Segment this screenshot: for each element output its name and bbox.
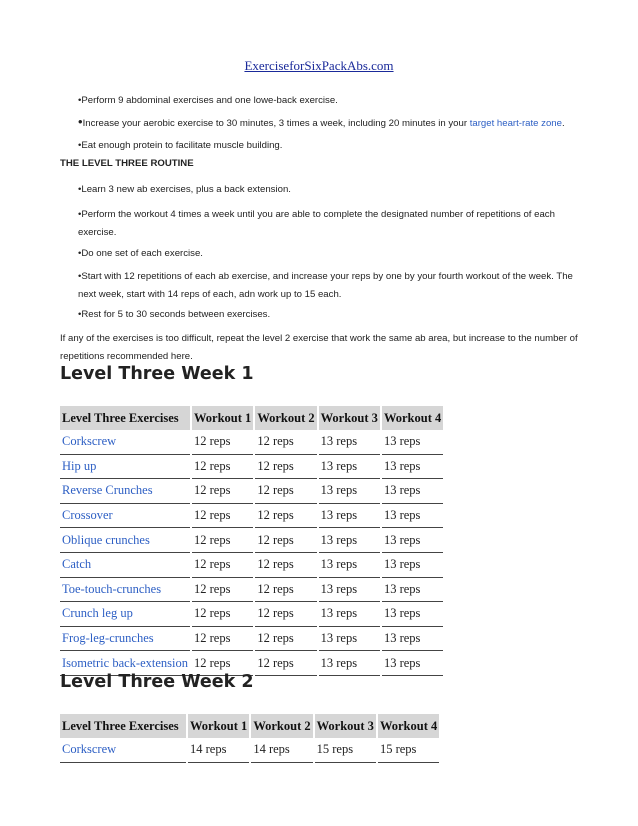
intro-bullet-2-end: . — [561, 118, 565, 129]
reps-cell: 12 reps — [192, 578, 253, 603]
routine-bullet-3: •Do one set of each exercise. — [78, 248, 203, 259]
exercise-link[interactable]: Isometric back-extension — [60, 651, 190, 676]
table-row — [60, 602, 443, 627]
reps-cell: 13 reps — [382, 430, 443, 455]
reps-cell: 13 reps — [319, 504, 380, 529]
table-row — [60, 455, 443, 480]
reps-cell: 13 reps — [382, 479, 443, 504]
exercise-link[interactable]: Oblique crunches — [60, 528, 190, 553]
reps-cell: 13 reps — [382, 528, 443, 553]
routine-bullet-4: •Start with 12 repetitions of each ab exercise, and increase your reps by one by your fourth workout of the week. The next week, start with 14 reps of each, adn work up to 15 each. — [78, 271, 573, 300]
week1-table — [58, 406, 445, 676]
exercise-link[interactable]: Reverse Crunches — [60, 479, 190, 504]
reps-cell: 12 reps — [255, 504, 316, 529]
reps-cell: 12 reps — [192, 627, 253, 652]
col-header-workout-4: Workout 4 — [382, 406, 443, 430]
intro-bullet-2 — [78, 115, 578, 133]
reps-cell: 13 reps — [382, 553, 443, 578]
reps-cell: 12 reps — [255, 651, 316, 676]
reps-cell: 12 reps — [255, 528, 316, 553]
reps-cell: 13 reps — [382, 455, 443, 480]
routine-heading: THE LEVEL THREE ROUTINE — [60, 158, 194, 169]
reps-cell: 13 reps — [319, 602, 380, 627]
table-row — [60, 553, 443, 578]
exercise-link[interactable]: Corkscrew — [60, 430, 190, 455]
col-header-workout-2: Workout 2 — [255, 406, 316, 430]
table-row — [60, 578, 443, 603]
routine-note: If any of the exercises is too difficult, repeat the level 2 exercise that work the same ab area, but increase to the number of repetitions recommended here. — [60, 333, 578, 362]
reps-cell: 12 reps — [192, 553, 253, 578]
col-header-exercises: Level Three Exercises — [60, 714, 186, 738]
week2-title: Level Three Week 2 — [60, 672, 254, 692]
reps-cell: 14 reps — [251, 738, 312, 763]
col-header-workout-1: Workout 1 — [192, 406, 253, 430]
reps-cell: 12 reps — [255, 455, 316, 480]
reps-cell: 13 reps — [382, 504, 443, 529]
exercise-link[interactable]: Crunch leg up — [60, 602, 190, 627]
reps-cell: 12 reps — [192, 504, 253, 529]
intro-bullet-1: •Perform 9 abdominal exercises and one lowe-back exercise. — [78, 95, 338, 106]
reps-cell: 13 reps — [382, 602, 443, 627]
reps-cell: 13 reps — [382, 651, 443, 676]
reps-cell: 13 reps — [319, 528, 380, 553]
reps-cell: 12 reps — [255, 578, 316, 603]
table-row — [60, 479, 443, 504]
bullet-glyph: • — [78, 114, 83, 129]
reps-cell: 14 reps — [188, 738, 249, 763]
reps-cell: 13 reps — [319, 578, 380, 603]
exercise-link[interactable]: Hip up — [60, 455, 190, 480]
col-header-workout-2: Workout 2 — [251, 714, 312, 738]
table-row — [60, 627, 443, 652]
reps-cell: 13 reps — [382, 627, 443, 652]
intro-bullet-3: •Eat enough protein to facilitate muscle building. — [78, 140, 283, 151]
exercise-link[interactable]: Catch — [60, 553, 190, 578]
table-row — [60, 430, 443, 455]
routine-bullet-1: •Learn 3 new ab exercises, plus a back extension. — [78, 184, 291, 195]
col-header-workout-3: Workout 3 — [319, 406, 380, 430]
table-row — [60, 528, 443, 553]
intro-bullet-2-text: Increase your aerobic exercise to 30 minutes, 3 times a week, including 20 minutes in your — [82, 118, 470, 129]
reps-cell: 15 reps — [315, 738, 376, 763]
reps-cell: 12 reps — [255, 627, 316, 652]
reps-cell: 12 reps — [192, 430, 253, 455]
reps-cell: 12 reps — [192, 602, 253, 627]
reps-cell: 13 reps — [382, 578, 443, 603]
reps-cell: 12 reps — [192, 479, 253, 504]
routine-bullet-2: •Perform the workout 4 times a week until you are able to complete the designated number of repetitions of each exercise. — [78, 209, 555, 238]
reps-cell: 12 reps — [192, 651, 253, 676]
col-header-workout-4: Workout 4 — [378, 714, 439, 738]
site-link[interactable]: ExerciseforSixPackAbs.com — [244, 58, 394, 73]
reps-cell: 13 reps — [319, 553, 380, 578]
exercise-link[interactable]: Frog-leg-crunches — [60, 627, 190, 652]
col-header-exercises: Level Three Exercises — [60, 406, 190, 430]
reps-cell: 13 reps — [319, 627, 380, 652]
reps-cell: 12 reps — [255, 553, 316, 578]
table-header-row — [60, 714, 439, 738]
week1-title: Level Three Week 1 — [60, 364, 254, 384]
exercise-link[interactable]: Toe-touch-crunches — [60, 578, 190, 603]
col-header-workout-3: Workout 3 — [315, 714, 376, 738]
week2-table — [58, 714, 441, 763]
reps-cell: 13 reps — [319, 479, 380, 504]
routine-bullet-5: •Rest for 5 to 30 seconds between exercises. — [78, 309, 271, 320]
reps-cell: 12 reps — [192, 528, 253, 553]
reps-cell: 15 reps — [378, 738, 439, 763]
table-row — [60, 504, 443, 529]
col-header-workout-1: Workout 1 — [188, 714, 249, 738]
reps-cell: 12 reps — [255, 479, 316, 504]
table-row — [60, 738, 439, 763]
table-header-row — [60, 406, 443, 430]
reps-cell: 13 reps — [319, 455, 380, 480]
exercise-link[interactable]: Crossover — [60, 504, 190, 529]
reps-cell: 12 reps — [255, 602, 316, 627]
reps-cell: 13 reps — [319, 430, 380, 455]
target-heart-rate-link[interactable]: target heart-rate zone — [469, 118, 562, 129]
reps-cell: 12 reps — [192, 455, 253, 480]
reps-cell: 12 reps — [255, 430, 316, 455]
exercise-link[interactable]: Corkscrew — [60, 738, 186, 763]
reps-cell: 13 reps — [319, 651, 380, 676]
